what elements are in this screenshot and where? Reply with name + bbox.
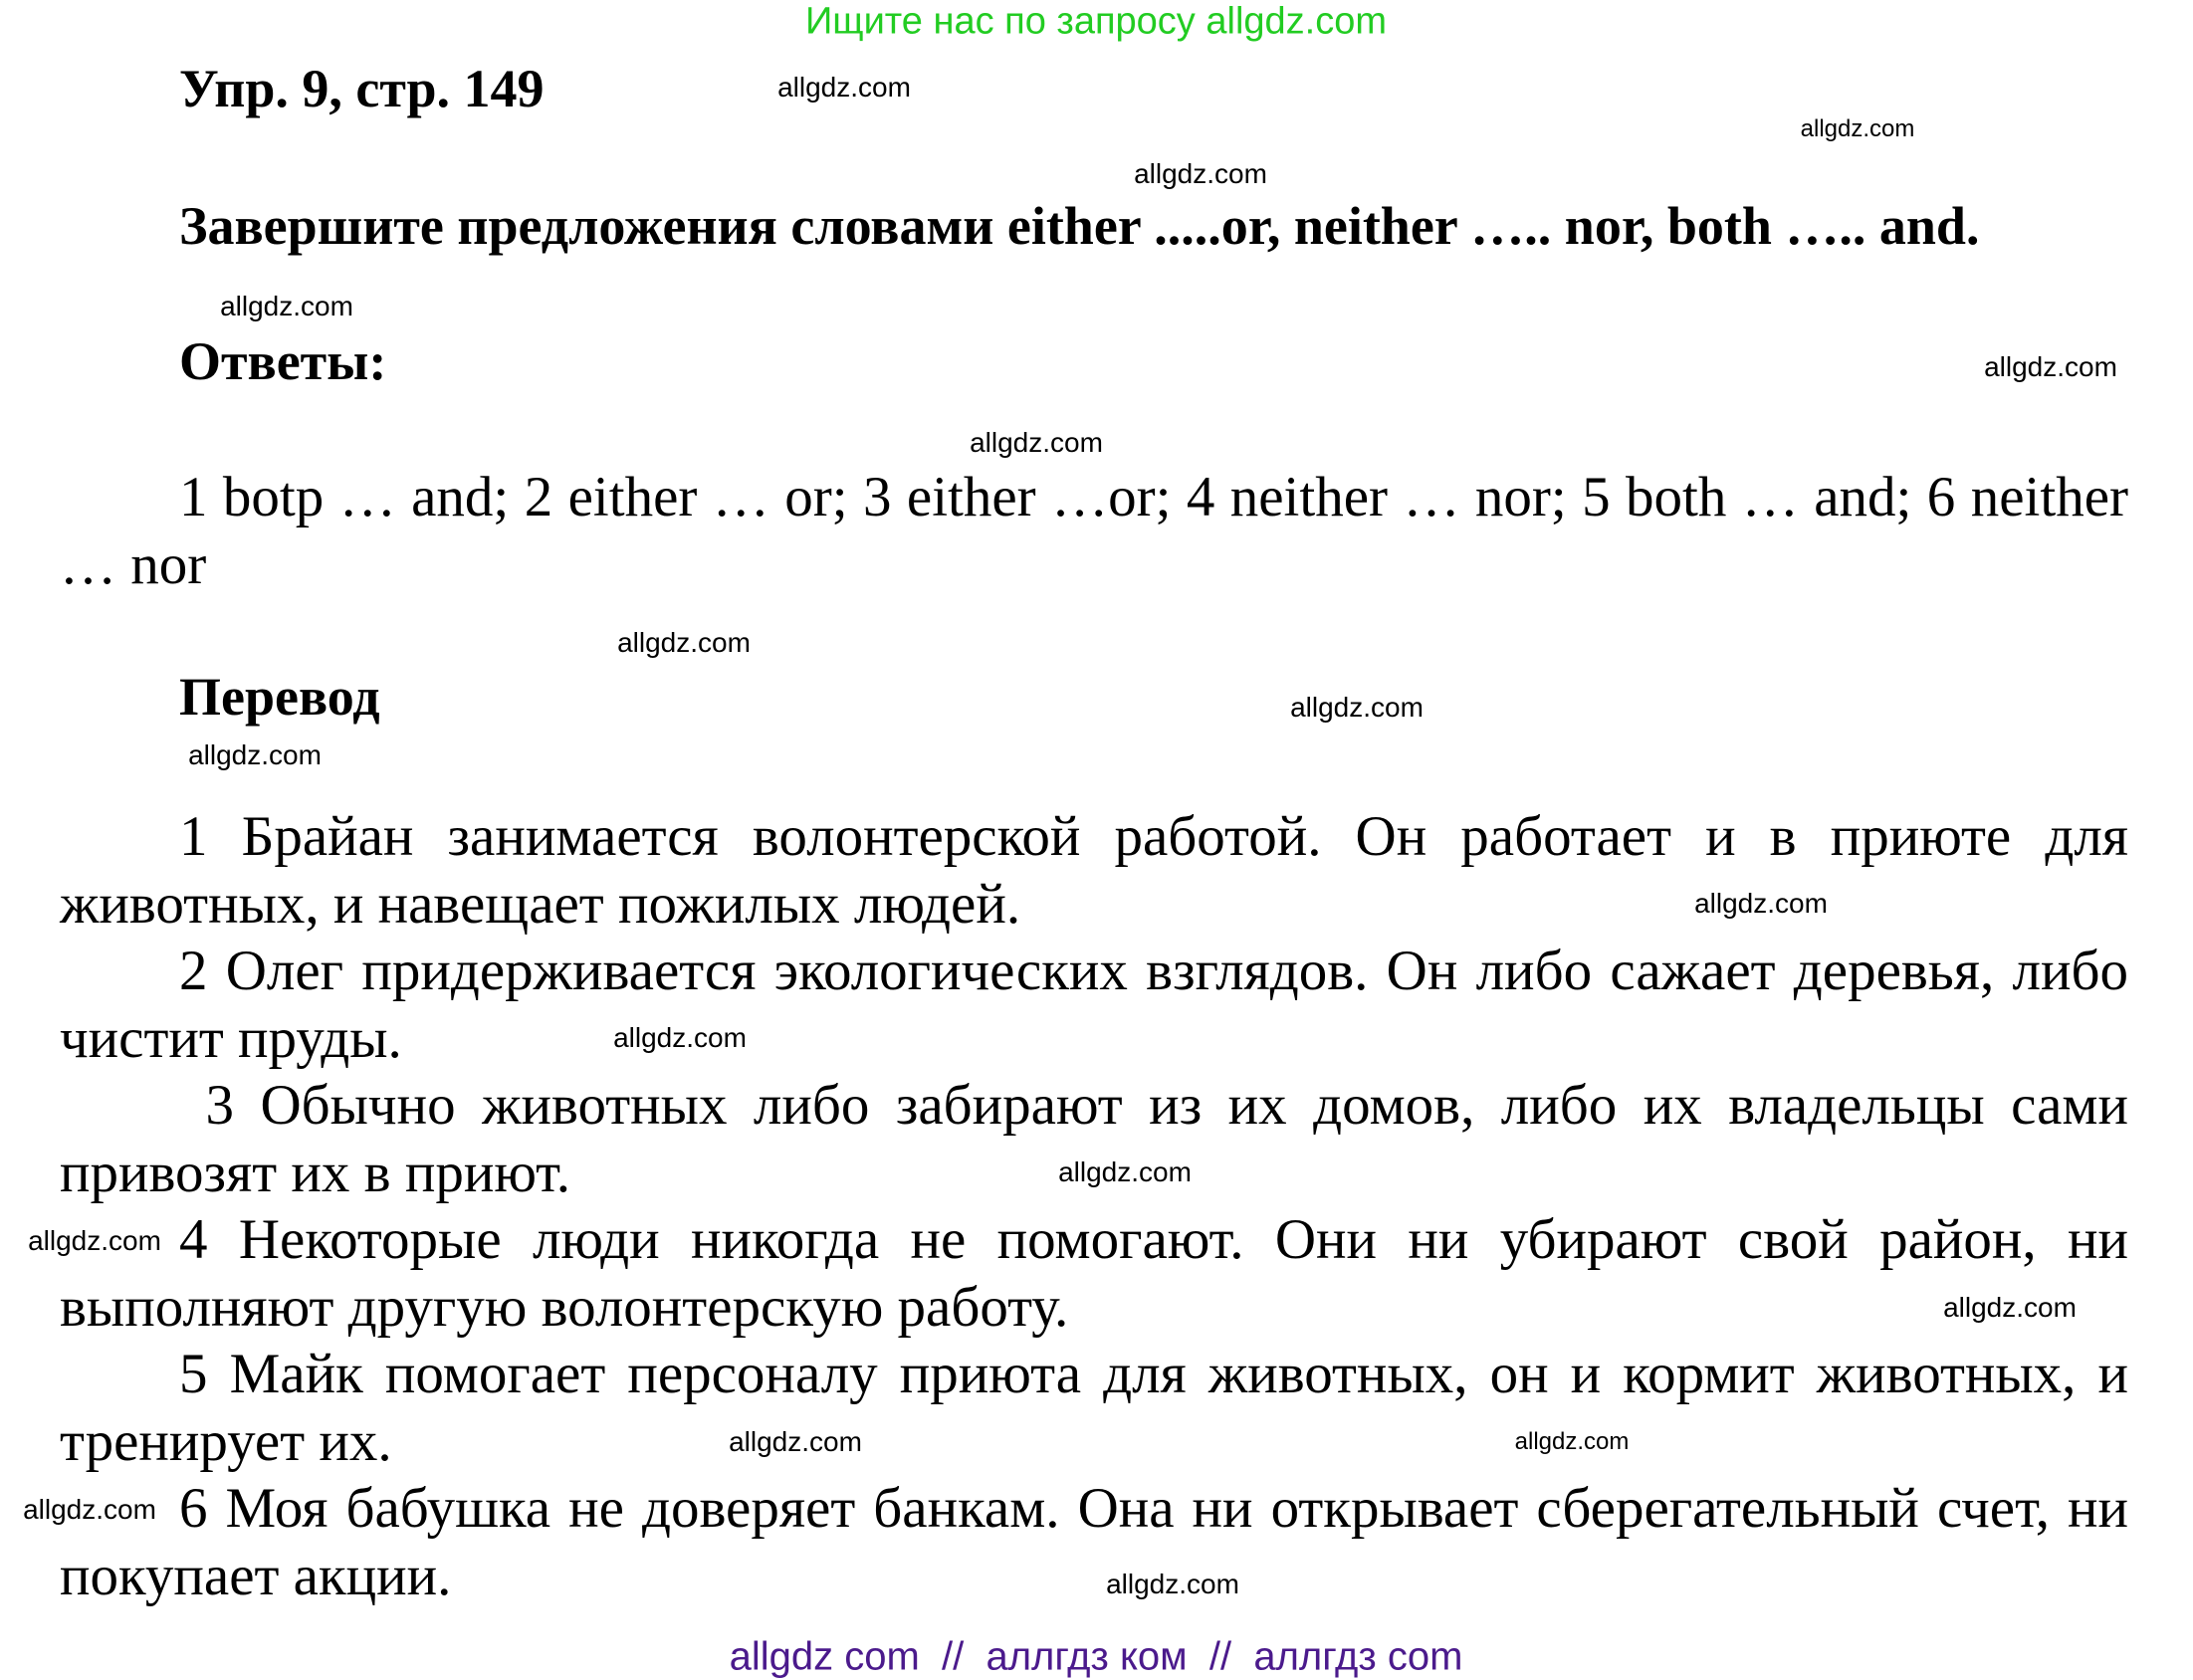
watermark: allgdz.com [220,291,353,321]
watermark: allgdz.com [1134,158,1267,189]
watermark: allgdz.com [1290,692,1424,723]
watermark: allgdz.com [1514,1428,1630,1455]
top-banner: Ищите нас по запросу allgdz.com [804,0,1388,43]
watermark: allgdz.com [1058,1156,1192,1187]
watermark: allgdz.com [1106,1569,1239,1599]
translation-block [60,803,2143,1609]
watermark: allgdz.com [23,1494,156,1525]
watermark: allgdz.com [188,739,322,770]
watermark: allgdz.com [1943,1292,2077,1323]
answers-text: 1 botp … and; 2 either … or; 3 either …or; 4 neither … nor; 5 both … and; 6 neither … nor [60,466,2128,596]
translation-item: 2 Олег придерживается экологических взглядов. Он либо сажает деревья, либо чистит пруды. [60,940,2128,1070]
watermark: allgdz.com [613,1022,747,1053]
translation-item: 3 Обычно животных либо забирают из их домов, либо их владельцы сами привозят их в приют. [60,1074,2143,1204]
watermark: allgdz.com [1694,888,1828,919]
watermark: allgdz.com [777,72,911,103]
translation-item: 4 Некоторые люди никогда не помогают. Они ни убирают свой район, ни выполняют другую волонтерскую работу. [60,1208,2128,1339]
watermark: allgdz.com [1984,351,2117,382]
task-instruction: Завершите предложения словами either .....or, neither ….. nor, both ….. and. [179,196,1980,256]
watermark: allgdz.com [970,427,1103,458]
page-title: Упр. 9, стр. 149 [179,59,545,118]
answers-block [60,464,2128,598]
watermark: allgdz.com [1800,115,1915,142]
footer-watermark: allgdz com // аллгдз ком // аллгдз com [729,1634,1463,1679]
translation-heading: Перевод [179,667,380,727]
watermark: allgdz.com [729,1426,862,1457]
translation-item: 6 Моя бабушка не доверяет банкам. Она ни открывает сберегательный счет, ни покупает акции. [60,1477,2128,1607]
translation-item: 1 Брайан занимается волонтерской работой. Он работает и в приюте для животных, и навещает пожилых людей. [60,805,2128,936]
translation-item: 5 Майк помогает персоналу приюта для животных, он и кормит животных, и тренирует их. [60,1343,2128,1473]
answers-heading: Ответы: [179,331,387,391]
watermark: allgdz.com [28,1225,161,1256]
watermark: allgdz.com [617,627,751,658]
